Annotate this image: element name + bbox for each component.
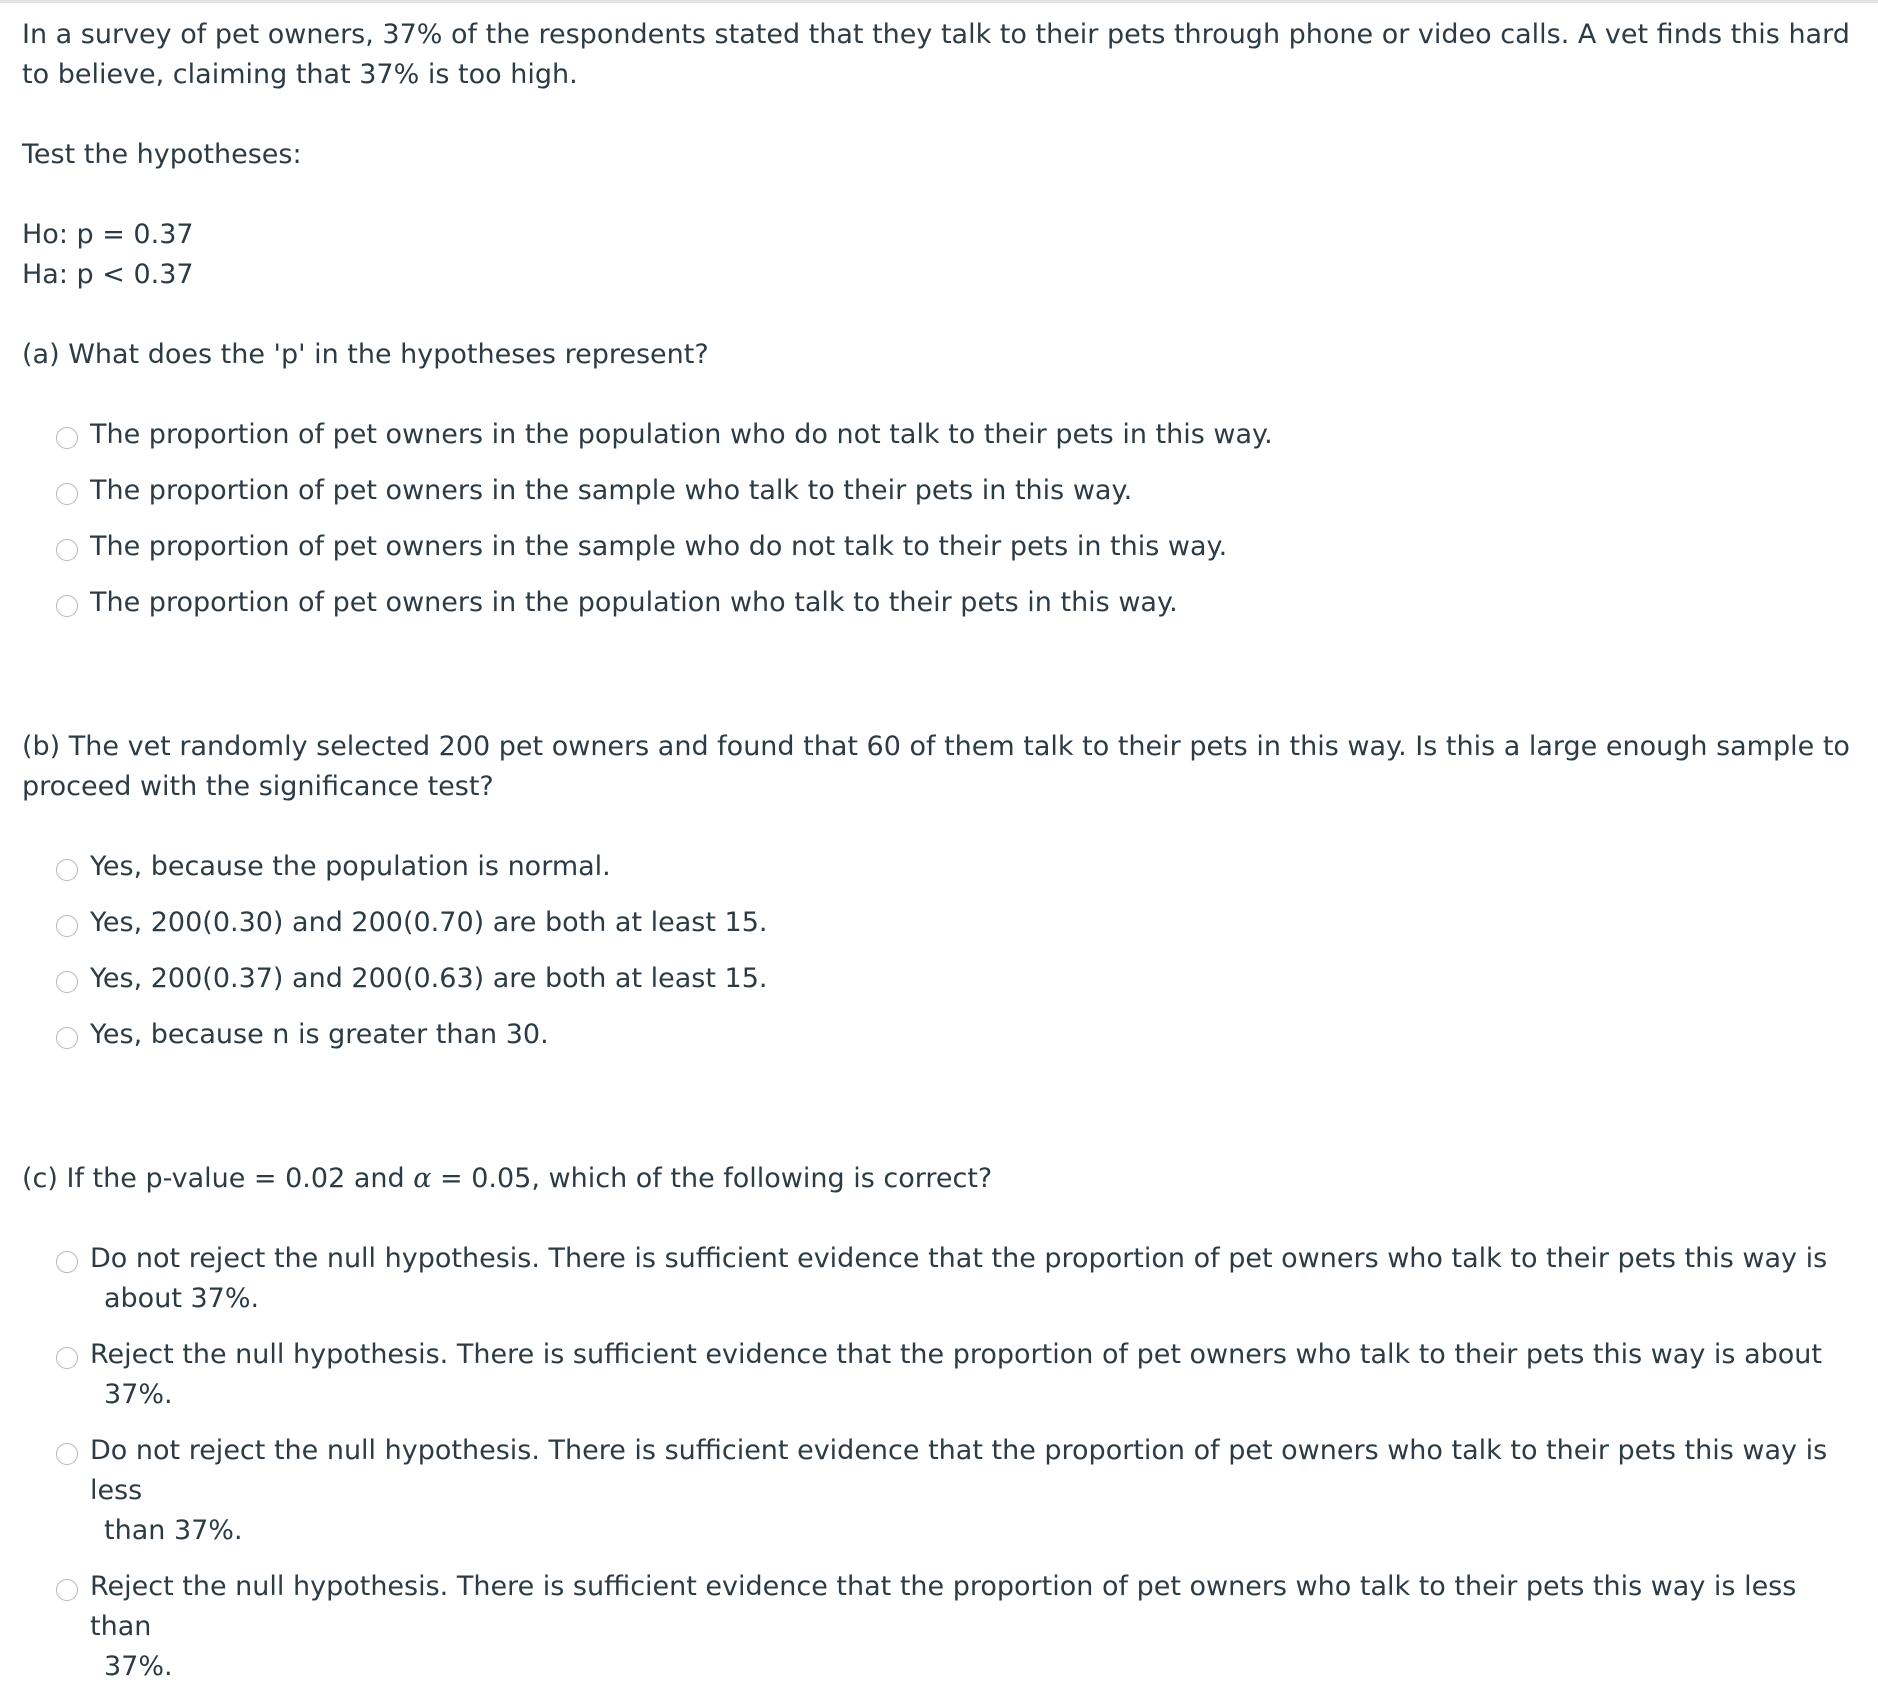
intro-text: In a survey of pet owners, 37% of the respondents stated that they talk to their pets through phone or video calls. A vet finds this hard to believe, claiming that 37% is too high. <box>22 19 1850 90</box>
option-label: Yes, because n is greater than 30. <box>90 1019 549 1050</box>
alternative-hypothesis: Ha: p < 0.37 <box>22 259 194 290</box>
hypotheses <box>22 215 1852 295</box>
question-b-option-3[interactable] <box>56 959 1852 999</box>
option-line-1: Do not reject the null hypothesis. There is sufficient evidence that the proportion of pet owners who talk to their pets this way is less <box>90 1435 1828 1506</box>
radio-button[interactable] <box>56 1579 78 1601</box>
radio-button[interactable] <box>56 483 78 505</box>
question-c-prompt <box>22 1159 1852 1199</box>
question-content <box>22 15 1852 1703</box>
test-label: Test the hypotheses: <box>22 139 302 170</box>
option-label <box>90 1567 1852 1687</box>
radio-button[interactable] <box>56 1347 78 1369</box>
question-b-option-2[interactable] <box>56 903 1852 943</box>
question-a-option-2[interactable] <box>56 471 1852 511</box>
question-c-prompt-start: (c) If the p-value = 0.02 and <box>22 1163 414 1194</box>
option-label: Yes, because the population is normal. <box>90 851 611 882</box>
option-label: The proportion of pet owners in the sample who talk to their pets in this way. <box>90 475 1133 506</box>
question-a-options <box>22 415 1852 623</box>
question-c-option-3[interactable] <box>56 1431 1852 1551</box>
alpha-symbol: α <box>413 1163 432 1194</box>
option-label: The proportion of pet owners in the population who do not talk to their pets in this way. <box>90 419 1273 450</box>
question-c-prompt-end: = 0.05, which of the following is correct? <box>431 1163 993 1194</box>
question-c-option-1[interactable] <box>56 1239 1852 1319</box>
question-b-prompt: (b) The vet randomly selected 200 pet owners and found that 60 of them talk to their pets in this way. Is this a large enough sample to proceed with the significance test? <box>22 731 1850 802</box>
question-c-option-2[interactable] <box>56 1335 1852 1415</box>
null-hypothesis: Ho: p = 0.37 <box>22 219 194 250</box>
radio-button[interactable] <box>56 915 78 937</box>
option-label <box>90 1335 1852 1415</box>
option-label: The proportion of pet owners in the population who talk to their pets in this way. <box>90 587 1178 618</box>
option-label: Yes, 200(0.37) and 200(0.63) are both at least 15. <box>90 963 768 994</box>
option-line-2: 37%. <box>104 1651 173 1682</box>
option-line-2: than 37%. <box>104 1515 243 1546</box>
question-c-option-4[interactable] <box>56 1567 1852 1687</box>
question-c-options <box>22 1239 1852 1687</box>
question-b-option-4[interactable] <box>56 1015 1852 1055</box>
radio-button[interactable] <box>56 427 78 449</box>
question-a-prompt: (a) What does the 'p' in the hypotheses represent? <box>22 339 709 370</box>
option-line-1: Reject the null hypothesis. There is sufficient evidence that the proportion of pet owners who talk to their pets this way is less than <box>90 1571 1797 1642</box>
option-label <box>90 1239 1852 1319</box>
question-b-options <box>22 847 1852 1055</box>
radio-button[interactable] <box>56 1251 78 1273</box>
option-label: Yes, 200(0.30) and 200(0.70) are both at least 15. <box>90 907 768 938</box>
option-line-2: about 37%. <box>104 1283 260 1314</box>
question-b-option-1[interactable] <box>56 847 1852 887</box>
option-label <box>90 1431 1852 1551</box>
question-a-option-3[interactable] <box>56 527 1852 567</box>
option-line-2: 37%. <box>104 1379 173 1410</box>
option-label: The proportion of pet owners in the sample who do not talk to their pets in this way. <box>90 531 1228 562</box>
question-a-option-1[interactable] <box>56 415 1852 455</box>
radio-button[interactable] <box>56 595 78 617</box>
radio-button[interactable] <box>56 1027 78 1049</box>
option-line-1: Reject the null hypothesis. There is sufficient evidence that the proportion of pet owners who talk to their pets this way is about <box>90 1339 1822 1370</box>
option-line-1: Do not reject the null hypothesis. There is sufficient evidence that the proportion of pet owners who talk to their pets this way is <box>90 1243 1828 1274</box>
question-a-option-4[interactable] <box>56 583 1852 623</box>
radio-button[interactable] <box>56 971 78 993</box>
top-divider <box>0 0 1878 3</box>
radio-button[interactable] <box>56 859 78 881</box>
radio-button[interactable] <box>56 1443 78 1465</box>
radio-button[interactable] <box>56 539 78 561</box>
